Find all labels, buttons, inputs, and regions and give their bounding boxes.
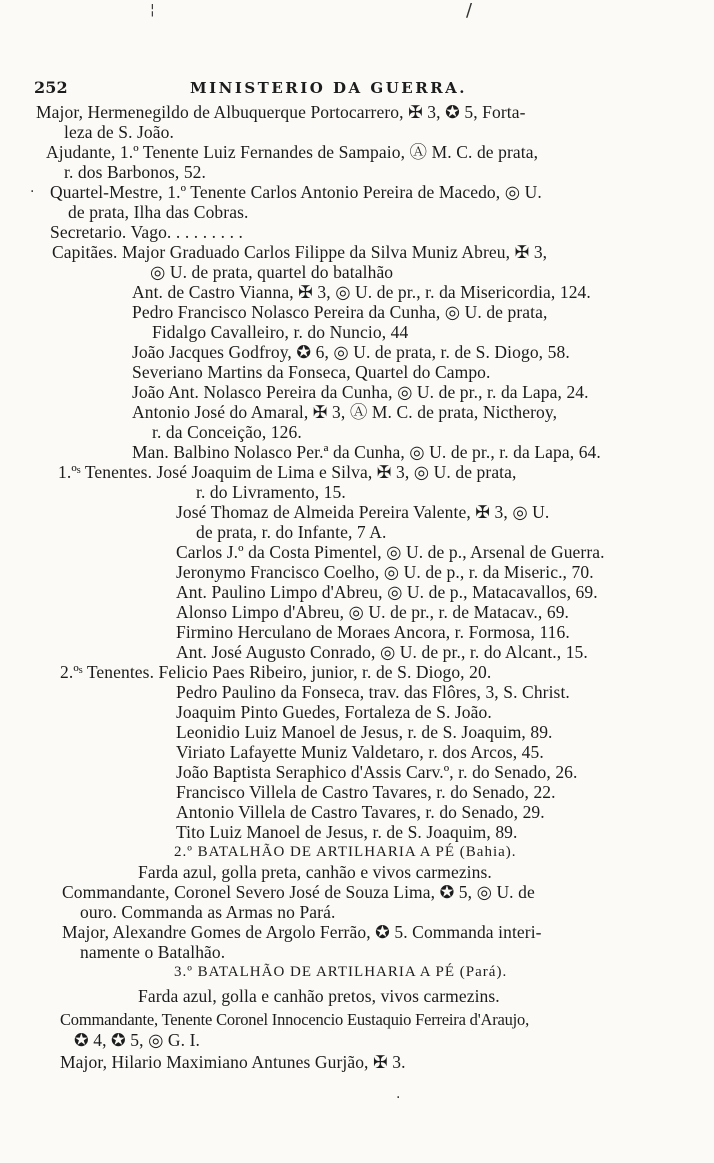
text-line: Ajudante, 1.º Tenente Luiz Fernandes de Sampaio, Ⓐ M. C. de prata, (46, 142, 539, 162)
text-line: Pedro Paulino da Fonseca, trav. das Flôres, 3, S. Christ. (176, 682, 570, 702)
text-line: Farda azul, golla e canhão pretos, vivos carmezins. (138, 986, 500, 1006)
text-line: Carlos J.º da Costa Pimentel, ◎ U. de p., Arsenal de Guerra. (176, 542, 605, 562)
text-line: leza de S. João. (64, 122, 174, 142)
text-line: Pedro Francisco Nolasco Pereira da Cunha, ◎ U. de prata, (132, 302, 548, 322)
section-heading: 2.º BATALHÃO DE ARTILHARIA A PÉ (Bahia). (174, 844, 517, 860)
text-line: Francisco Villela de Castro Tavares, r. do Senado, 22. (176, 782, 556, 802)
text-line: João Jacques Godfroy, ✪ 6, ◎ U. de prata, r. de S. Diogo, 58. (132, 342, 570, 362)
text-line: de prata, Ilha das Cobras. (68, 202, 249, 222)
text-line: Firmino Herculano de Moraes Ancora, r. Formosa, 116. (176, 622, 570, 642)
text-line: de prata, r. do Infante, 7 A. (196, 522, 387, 542)
text-line: Major, Hilario Maximiano Antunes Gurjão, ✠ 3. (60, 1052, 406, 1072)
text-line: Ant. de Castro Vianna, ✠ 3, ◎ U. de pr., r. da Misericordia, 124. (132, 282, 591, 302)
text-line: Commandante, Coronel Severo José de Souza Lima, ✪ 5, ◎ U. de (62, 882, 535, 902)
text-line: Joaquim Pinto Guedes, Fortaleza de S. João. (176, 702, 492, 722)
text-line: Major, Alexandre Gomes de Argolo Ferrão, ✪ 5. Commanda interi- (62, 922, 542, 942)
text-line: Major, Hermenegildo de Albuquerque Portocarrero, ✠ 3, ✪ 5, Forta- (36, 102, 526, 122)
text-line: Leonidio Luiz Manoel de Jesus, r. de S. Joaquim, 89. (176, 722, 553, 742)
text-line: Commandante, Tenente Coronel Innocencio Eustaquio Ferreira d'Araujo, (60, 1010, 530, 1029)
text-line: Secretario. Vago. . . . . . . . . (50, 222, 244, 242)
text-line: r. dos Barbonos, 52. (64, 162, 206, 182)
text-line: Antonio José do Amaral, ✠ 3, Ⓐ M. C. de prata, Nictheroy, (132, 402, 558, 422)
scan-mark: / (466, 0, 473, 21)
text-line: Quartel-Mestre, 1.º Tenente Carlos Antonio Pereira de Macedo, ◎ U. (50, 182, 542, 202)
text-line: namente o Batalhão. (80, 942, 226, 962)
text-line: Viriato Lafayette Muniz Valdetaro, r. dos Arcos, 45. (176, 742, 544, 762)
scan-mark: · (396, 1090, 401, 1106)
text-line: Capitães. Major Graduado Carlos Filippe da Silva Muniz Abreu, ✠ 3, (52, 242, 548, 262)
text-line: Farda azul, golla preta, canhão e vivos carmezins. (138, 862, 492, 882)
text-line: João Baptista Seraphico d'Assis Carv.º, r. do Senado, 26. (176, 762, 578, 782)
text-line: Man. Balbino Nolasco Per.ª da Cunha, ◎ U. de pr., r. da Lapa, 64. (132, 442, 601, 462)
text-line: Tito Luiz Manoel de Jesus, r. de S. Joaquim, 89. (176, 822, 518, 842)
text-line: Ant. Paulino Limpo d'Abreu, ◎ U. de p., Matacavallos, 69. (176, 582, 598, 602)
running-title: MINISTERIO DA GUERRA. (190, 79, 468, 97)
section-heading: 3.º BATALHÃO DE ARTILHARIA A PÉ (Pará). (174, 964, 508, 980)
text-line: 1.ºˢ Tenentes. José Joaquim de Lima e Silva, ✠ 3, ◎ U. de prata, (58, 462, 517, 482)
text-line: Ant. José Augusto Conrado, ◎ U. de pr., r. do Alcant., 15. (176, 642, 588, 662)
text-line: Fidalgo Cavalleiro, r. do Nuncio, 44 (152, 322, 409, 342)
text-line: Antonio Villela de Castro Tavares, r. do Senado, 29. (176, 802, 545, 822)
text-line: ✪ 4, ✪ 5, ◎ G. I. (74, 1030, 201, 1050)
text-line: José Thomaz de Almeida Pereira Valente, ✠ 3, ◎ U. (176, 502, 550, 522)
text-line: Alonso Limpo d'Abreu, ◎ U. de pr., r. de Matacav., 69. (176, 602, 570, 622)
text-line: r. do Livramento, 15. (196, 482, 346, 502)
scan-mark: · (30, 184, 35, 200)
scan-mark: ¦ (150, 2, 155, 18)
text-line: Jeronymo Francisco Coelho, ◎ U. de p., r. da Miseric., 70. (176, 562, 594, 582)
text-line: 2.ºˢ Tenentes. Felicio Paes Ribeiro, junior, r. de S. Diogo, 20. (60, 662, 492, 682)
text-line: Severiano Martins da Fonseca, Quartel do Campo. (132, 362, 491, 382)
text-line: João Ant. Nolasco Pereira da Cunha, ◎ U. de pr., r. da Lapa, 24. (132, 382, 589, 402)
text-line: r. da Conceição, 126. (152, 422, 302, 442)
page-number: 252 (34, 78, 68, 97)
text-line: ◎ U. de prata, quartel do batalhão (150, 262, 394, 282)
text-line: ouro. Commanda as Armas no Pará. (80, 902, 336, 922)
